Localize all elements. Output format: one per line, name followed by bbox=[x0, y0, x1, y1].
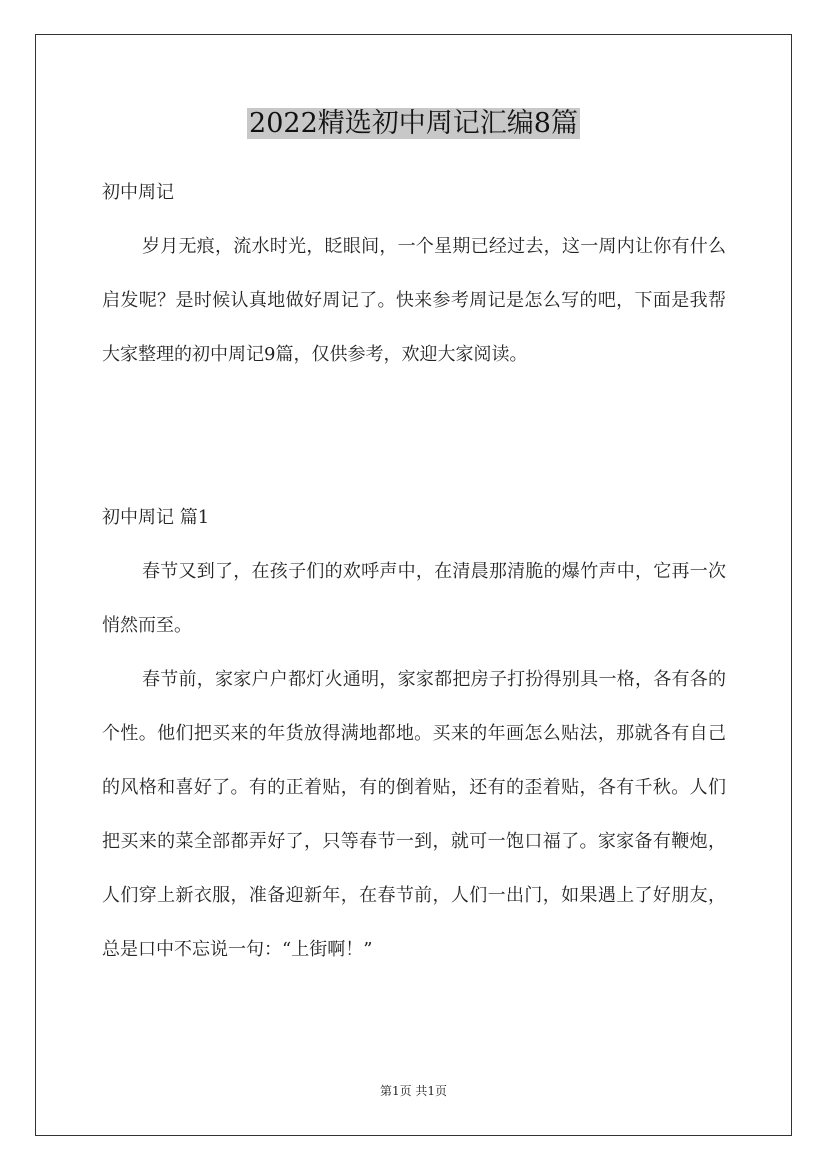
page-number-footer: 第1页 共1页 bbox=[379, 1084, 448, 1098]
document-title-text: 2022精选初中周记汇编8篇 bbox=[249, 108, 578, 139]
document-title bbox=[0, 104, 827, 144]
intro-heading: 初中周记 bbox=[102, 182, 174, 203]
section-1-paragraph-1: 春节又到了，在孩子们的欢呼声中，在清晨那清脆的爆竹声中，它再一次悄然而至。 bbox=[102, 561, 726, 636]
section-1-paragraph-2: 春节前，家家户户都灯火通明，家家都把房子打扮得别具一格，各有各的个性。他们把买来的年货放得满地都地。买来的年画怎么贴法，那就各有自己的风格和喜好了。有的正着贴，有的倒着贴，还有的歪着贴，各有千秋。人们把买来的菜全部都弄好了，只等春节一到，就可一饱口福了。家家备有鞭炮，人们穿上新衣服，准备迎新年，在春节前，人们一出门，如果遇上了好朋友，总是口中不忘说一句：“上街啊！” bbox=[102, 669, 726, 960]
section-1-heading: 初中周记 篇1 bbox=[102, 507, 210, 528]
intro-paragraph: 岁月无痕，流水时光，眨眼间，一个星期已经过去，这一周内让你有什么启发呢？是时候认真地做好周记了。快来参考周记是怎么写的吧，下面是我帮大家整理的初中周记9篇，仅供参考，欢迎大家阅读。 bbox=[102, 236, 726, 365]
